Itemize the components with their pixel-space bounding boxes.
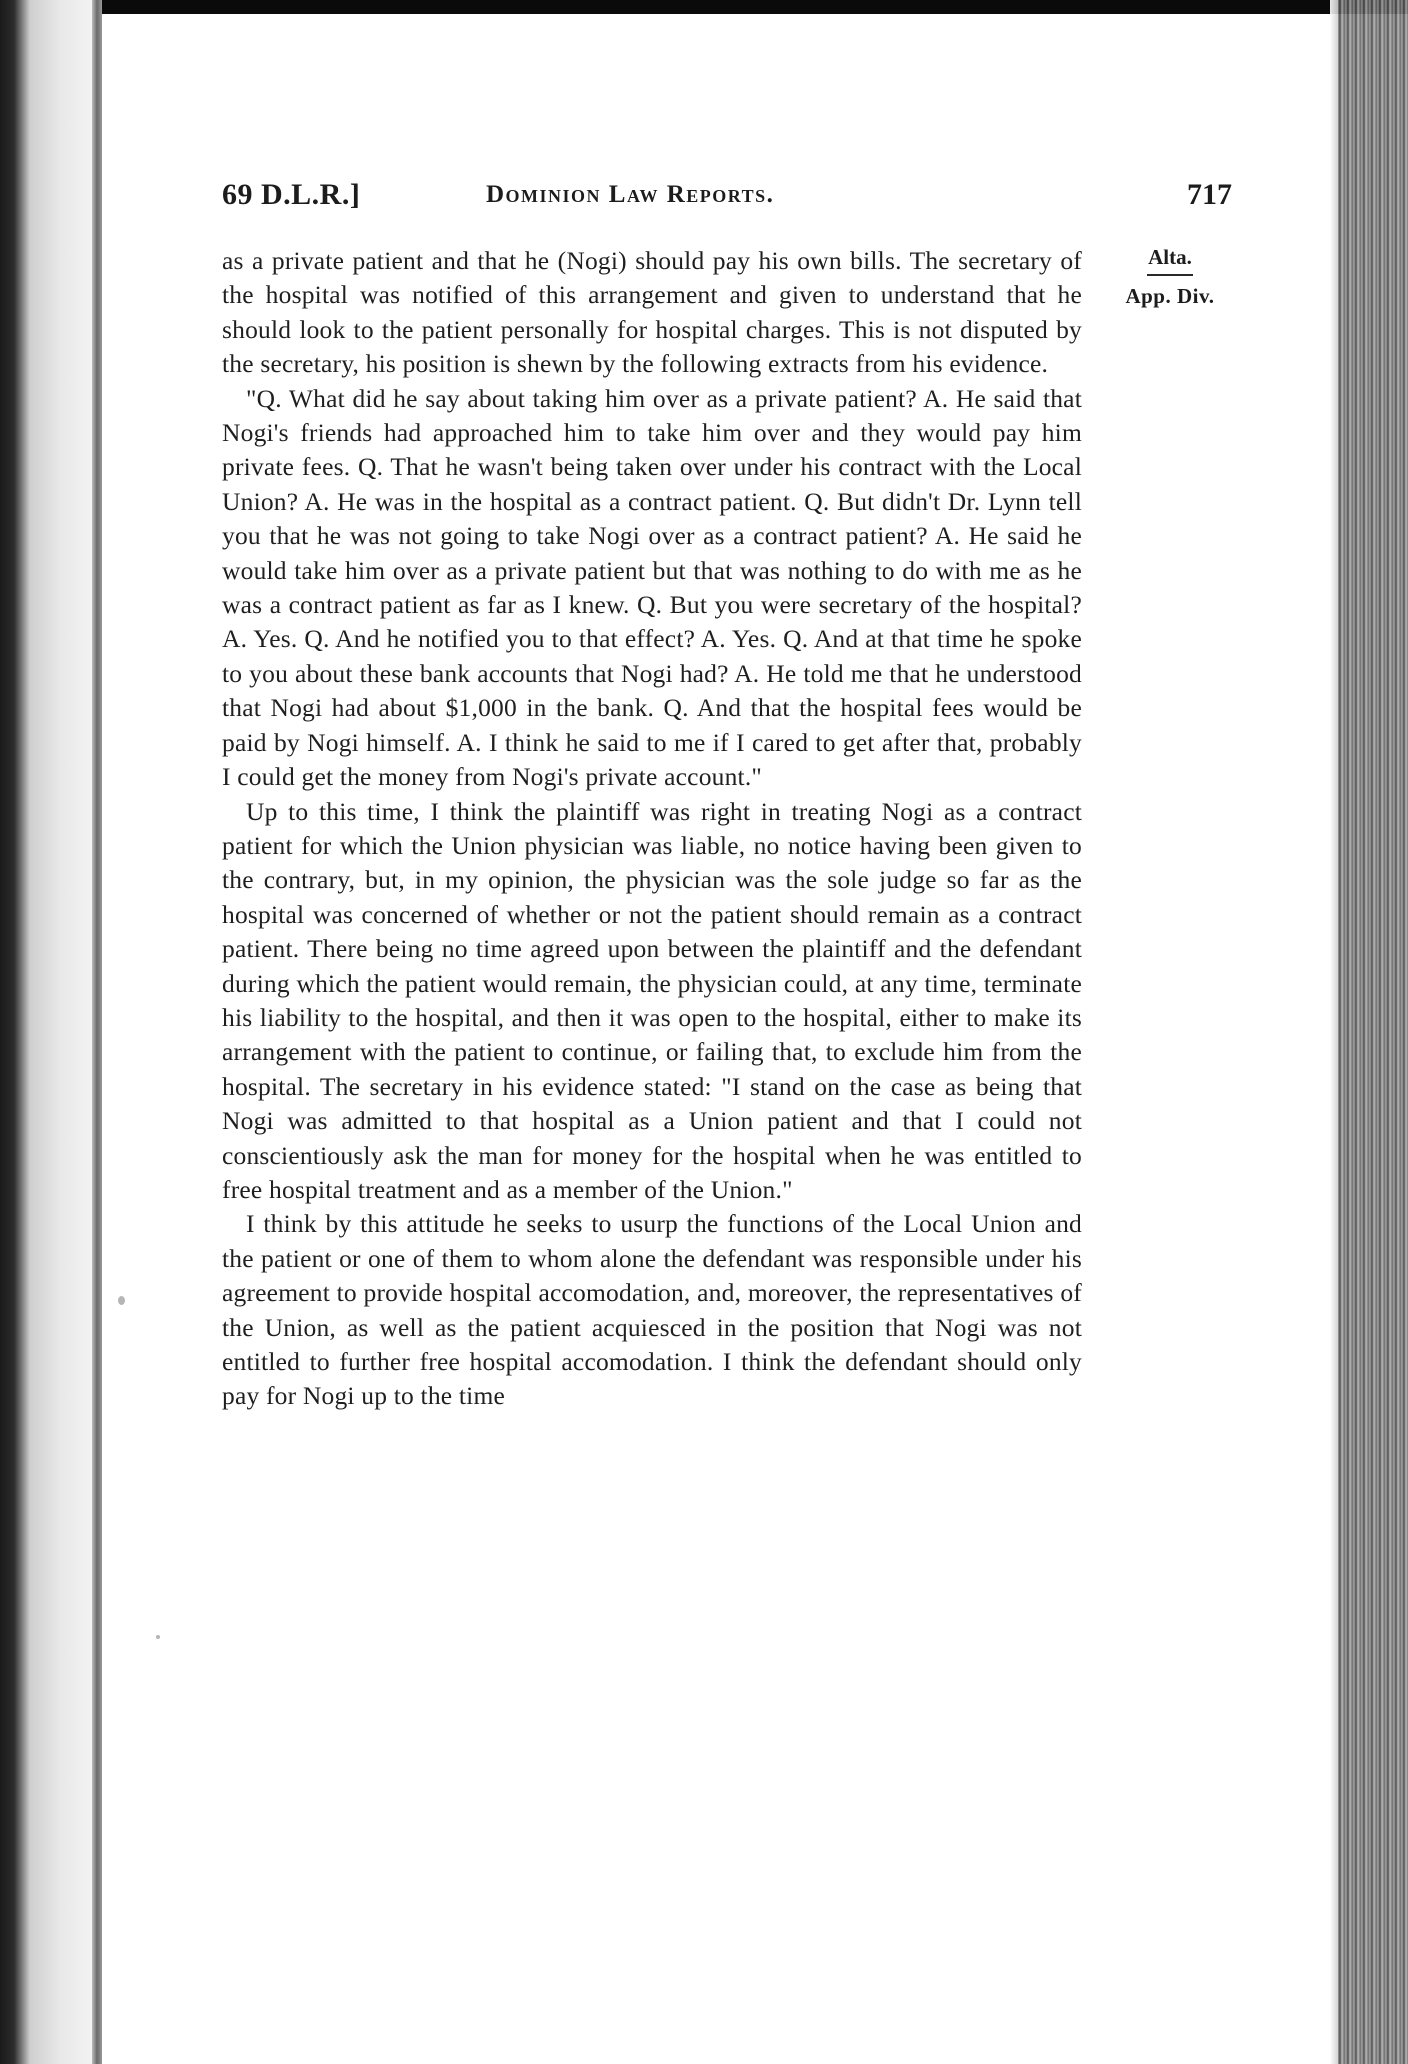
scan-speck	[118, 1296, 125, 1305]
scan-top-border	[0, 0, 1408, 14]
judgment-body	[222, 244, 1082, 1414]
page-number: 717	[1187, 178, 1232, 211]
scan-speck	[156, 1635, 160, 1639]
running-header	[222, 178, 1232, 218]
paragraph-opinion: Up to this time, I think the plaintiff was right in treating Nogi as a contract patient for which the Union physician was liable, no notice having been given to the contrary, but, in my opinion, the physician was the sole judge so far as the hospital was concerned of whether or not the patient should remain as a contract patient. There being no time agreed upon between the plaintiff and the defendant during which the patient would remain, the physician could, at any time, terminate his liability to the hospital, and then it was open to the hospital, either to make its arrangement with the patient to continue, or failing that, to exclude him from the hospital. The secretary in his evidence stated: "I stand on the case as being that Nogi was admitted to that hospital as a Union patient and that I could not conscientiously ask the man for money for the hospital when he was entitled to free hospital treatment and as a member of the Union."	[222, 796, 1082, 1204]
page-edge-stack	[1336, 0, 1408, 2064]
volume-reference: 69 D.L.R.]	[222, 178, 361, 211]
paragraph-conclusion: I think by this attitude he seeks to usurp the functions of the Local Union and the patient or one of them to whom alone the defendant was responsible under his agreement to provide hospital accomodation, and, moreover, the representatives of the Union, as well as the patient acquiesced in the position that Nogi was not entitled to further free hospital accomodation. I think the defendant should only pay for Nogi up to the time	[222, 1209, 1082, 1411]
court-label: Alta.	[1148, 245, 1192, 269]
book-gutter-shadow	[0, 0, 100, 2064]
paragraph-continuation: as a private patient and that he (Nogi) should pay his own bills. The secretary of the hospital was notified of this arrangement and given to understand that he should look to the patient personally for hospital charges. This is not disputed by the secretary, his position is shewn by the following extracts from his evidence.	[222, 246, 1082, 379]
side-note-rule	[1147, 274, 1193, 276]
paragraph-evidence-extract: "Q. What did he say about taking him over as a private patient? A. He said that Nogi's friends had approached him to take him over and they would pay him private fees. Q. That he wasn't being taken over under his contract with the Local Union? A. He was in the hospital as a contract patient. Q. But didn't Dr. Lynn tell you that he was not going to take Nogi over as a contract patient? A. He said he would take him over as a private patient but that was nothing to do with me as he was a contract patient as far as I knew. Q. But you were secretary of the hospital? A. Yes. Q. And he notified you to that effect? A. Yes. Q. And at that time he spoke to you about these bank accounts that Nogi had? A. He told me that he understood that Nogi had about $1,000 in the bank. Q. And that the hospital fees would be paid by Nogi himself. A. I think he said to me if I cared to get after that, probably I could get the money from Nogi's private account."	[222, 383, 1082, 792]
side-note	[1100, 243, 1240, 310]
publication-title: Dominion Law Reports.	[486, 181, 775, 208]
division-label: App. Div.	[1125, 284, 1215, 308]
